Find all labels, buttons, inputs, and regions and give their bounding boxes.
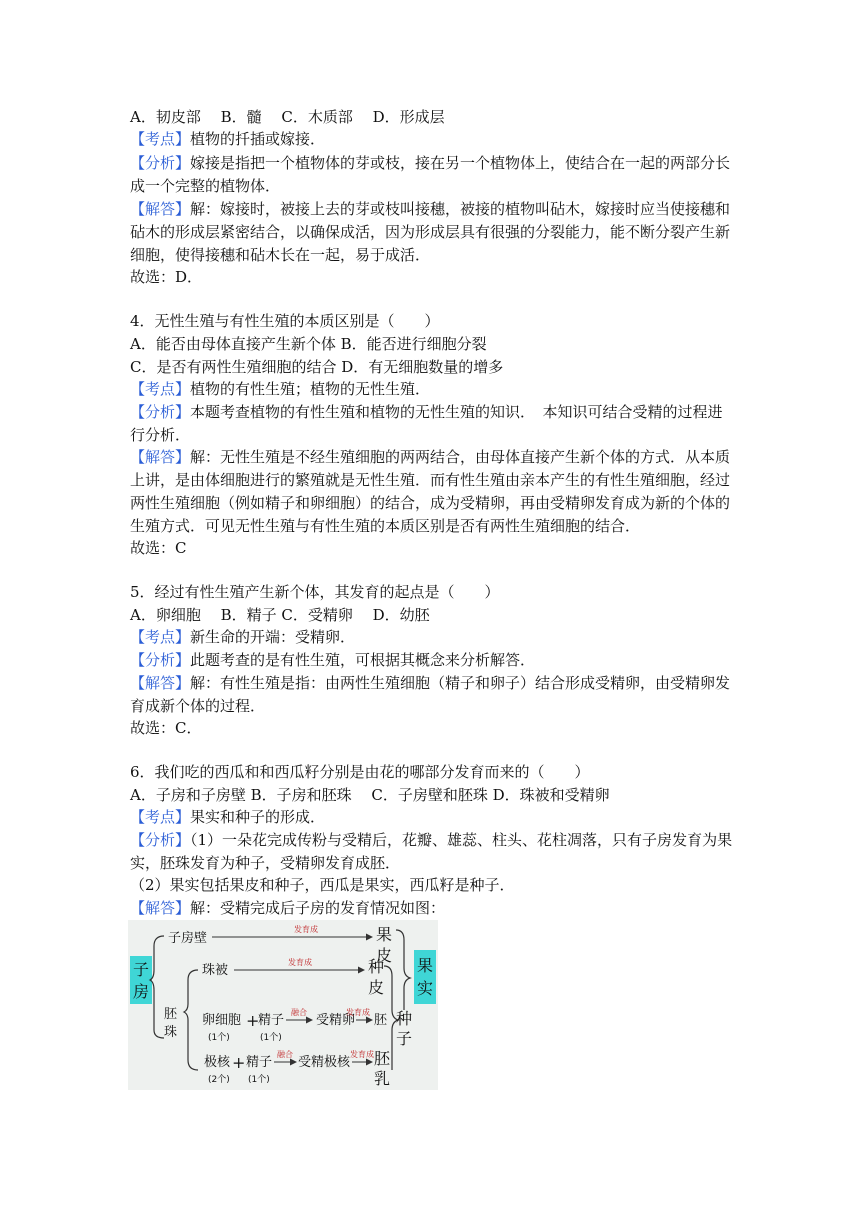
diagram-svg [128, 920, 438, 1090]
jieda-text: 解：嫁接时，被接上去的芽或枝叫接穗，被接的植物叫砧木，嫁接时应当使接穗和 [190, 200, 731, 218]
q3-jieda-cont-2: 细胞，使得接穗和砧木长在一起，易于成活． [130, 246, 431, 264]
q4-jieda [130, 446, 730, 468]
label-shoujingjihe: 受精极核 [298, 1055, 351, 1070]
label-guo-pi-1: 果 [376, 925, 393, 944]
label-guo: 果 [417, 956, 434, 975]
label-jingzi-1: 精子 [258, 1013, 285, 1028]
kaodian-text: 果实和种子的形成． [190, 808, 326, 826]
kaodian-text: 新生命的开端：受精卵． [190, 628, 356, 646]
q6-stem: 6．我们吃的西瓜和和西瓜籽分别是由花的哪部分发育而来的（ ） [130, 763, 590, 781]
q5-jieda-cont: 育成新个体的过程． [130, 697, 266, 715]
label-zi: 子 [133, 960, 150, 979]
label-fayucheng-4: 发育成 [350, 1050, 374, 1059]
label-zi-seed: 子 [396, 1029, 413, 1048]
q6-kaodian [130, 806, 325, 828]
label-zhong-pi-2: 皮 [368, 978, 385, 997]
q6-options: A．子房和子房壁 B．子房和胚珠 C．子房壁和胚珠 D．珠被和受精卵 [130, 786, 610, 804]
q5-options: A．卵细胞 B．精子 C．受精卵 D．幼胚 [130, 606, 430, 624]
label-ronghe-2: 融合 [277, 1050, 293, 1059]
q5-stem: 5．经过有性生殖产生新个体，其发育的起点是（ ） [130, 583, 500, 601]
label-pei-ru-1: 胚 [374, 1049, 391, 1068]
ovary-development-diagram [128, 920, 438, 1090]
label-fayucheng-3: 发育成 [346, 1008, 370, 1017]
kaodian-text: 植物的有性生殖；植物的无性生殖． [190, 380, 431, 398]
q4-fenxi [130, 401, 723, 423]
q4-kaodian [130, 378, 430, 400]
q4-stem: 4．无性生殖与有性生殖的本质区别是（ ） [130, 312, 440, 330]
count-jingzi-2: (1个) [248, 1075, 270, 1085]
jieda-text: 解：无性生殖是不经生殖细胞的两两结合，由母体直接产生新个体的方式．从本质 [190, 448, 731, 466]
q4-jieda-cont-1: 上讲，是由体细胞进行的繁殖就是无性生殖．而有性生殖由亲本产生的有性生殖细胞，经过 [130, 471, 731, 489]
q4-fenxi-cont: 行分析． [130, 426, 191, 444]
label-fayucheng-2: 发育成 [288, 958, 312, 967]
fenxi-tag: 【分析】 [130, 403, 191, 421]
jieda-tag: 【解答】 [130, 448, 191, 466]
fenxi-text: 本题考查植物的有性生殖和植物的无性生殖的知识． 本知识可结合受精的过程进 [190, 403, 723, 421]
plus-2: + [232, 1053, 246, 1072]
fenxi-text: 此题考查的是有性生殖，可根据其概念来分析解答． [190, 651, 536, 669]
jieda-tag: 【解答】 [130, 674, 191, 692]
kaodian-text: 植物的扦插或嫁接． [190, 130, 326, 148]
q4-answer: 故选：C [130, 539, 187, 557]
q6-fenxi-2: （2）果实包括果皮和种子，西瓜是果实，西瓜籽是种子． [130, 876, 515, 894]
q5-fenxi [130, 649, 535, 671]
count-luanxibao: (1个) [208, 1033, 230, 1043]
jieda-text: 解：受精完成后子房的发育情况如图： [190, 899, 446, 917]
q4-jieda-cont-3: 生殖方式．可见无性生殖与有性生殖的本质区别是否有两性生殖细胞的结合． [130, 517, 641, 535]
q4-options-2: C．是否有两性生殖细胞的结合 D．有无细胞数量的增多 [130, 358, 504, 376]
fenxi-tag: 【分析】 [130, 154, 191, 172]
jieda-tag: 【解答】 [130, 899, 191, 917]
label-guo-pi-2: 皮 [376, 946, 393, 965]
q3-options: A．韧皮部 B．髓 C．木质部 D．形成层 [130, 108, 445, 126]
q6-fenxi-cont: 实，胚珠发育为种子，受精卵发育成胚． [130, 854, 401, 872]
fenxi-tag: 【分析】 [130, 651, 191, 669]
q4-options-1: A．能否由母体直接产生新个体 B．能否进行细胞分裂 [130, 335, 487, 353]
label-zhubei: 珠被 [202, 963, 229, 978]
label-zifangbi: 子房壁 [168, 931, 208, 946]
kaodian-tag: 【考点】 [130, 628, 191, 646]
q5-answer: 故选：C． [130, 719, 202, 737]
label-shoujingluan: 受精卵 [316, 1013, 356, 1028]
label-shi: 实 [417, 979, 434, 998]
kaodian-tag: 【考点】 [130, 808, 191, 826]
q3-answer: 故选：D． [130, 268, 203, 286]
q5-kaodian [130, 626, 355, 648]
jieda-tag: 【解答】 [130, 200, 191, 218]
kaodian-tag: 【考点】 [130, 380, 191, 398]
label-pei-ru-2: 乳 [374, 1069, 391, 1088]
label-luanxibao: 卵细胞 [202, 1013, 242, 1028]
label-jingzi-2: 精子 [246, 1055, 273, 1070]
fenxi-tag: 【分析】 [130, 831, 191, 849]
q3-fenxi [130, 152, 730, 174]
q6-fenxi [130, 829, 732, 851]
label-zhong: 种 [396, 1009, 413, 1028]
label-pei-embryo: 胚 [374, 1013, 388, 1028]
q3-jieda-cont-1: 砧木的形成层紧密结合，以确保成活，因为形成层具有很强的分裂能力，能不断分裂产生新 [130, 223, 731, 241]
label-ronghe-1: 融合 [291, 1008, 307, 1017]
label-fayucheng-1: 发育成 [294, 925, 318, 934]
q3-fenxi-cont: 成一个完整的植物体． [130, 177, 281, 195]
label-zhu: 珠 [164, 1025, 178, 1040]
kaodian-tag: 【考点】 [130, 130, 191, 148]
q3-jieda [130, 198, 730, 220]
count-jingzi-1: (1个) [260, 1033, 282, 1043]
q5-jieda [130, 672, 730, 694]
fenxi-text: （1）一朵花完成传粉与受精后，花瓣、雄蕊、柱头、花柱凋落，只有子房发育为果 [190, 831, 733, 849]
count-jihe: (2个) [208, 1075, 230, 1085]
fenxi-text: 嫁接是指把一个植物体的芽或枝，接在另一个植物体上，使结合在一起的两部分长 [190, 154, 731, 172]
label-jihe: 极核 [204, 1055, 231, 1070]
q4-jieda-cont-2: 两性生殖细胞（例如精子和卵细胞）的结合，成为受精卵，再由受精卵发育成为新的个体的 [130, 494, 731, 512]
label-fang: 房 [133, 982, 150, 1001]
q3-kaodian [130, 128, 325, 150]
label-zhong-pi-1: 种 [368, 957, 385, 976]
jieda-text: 解：有性生殖是指：由两性生殖细胞（精子和卵子）结合形成受精卵，由受精卵发 [190, 674, 731, 692]
q6-jieda [130, 897, 445, 919]
label-pei: 胚 [164, 1007, 178, 1022]
plus-1: + [246, 1011, 260, 1030]
